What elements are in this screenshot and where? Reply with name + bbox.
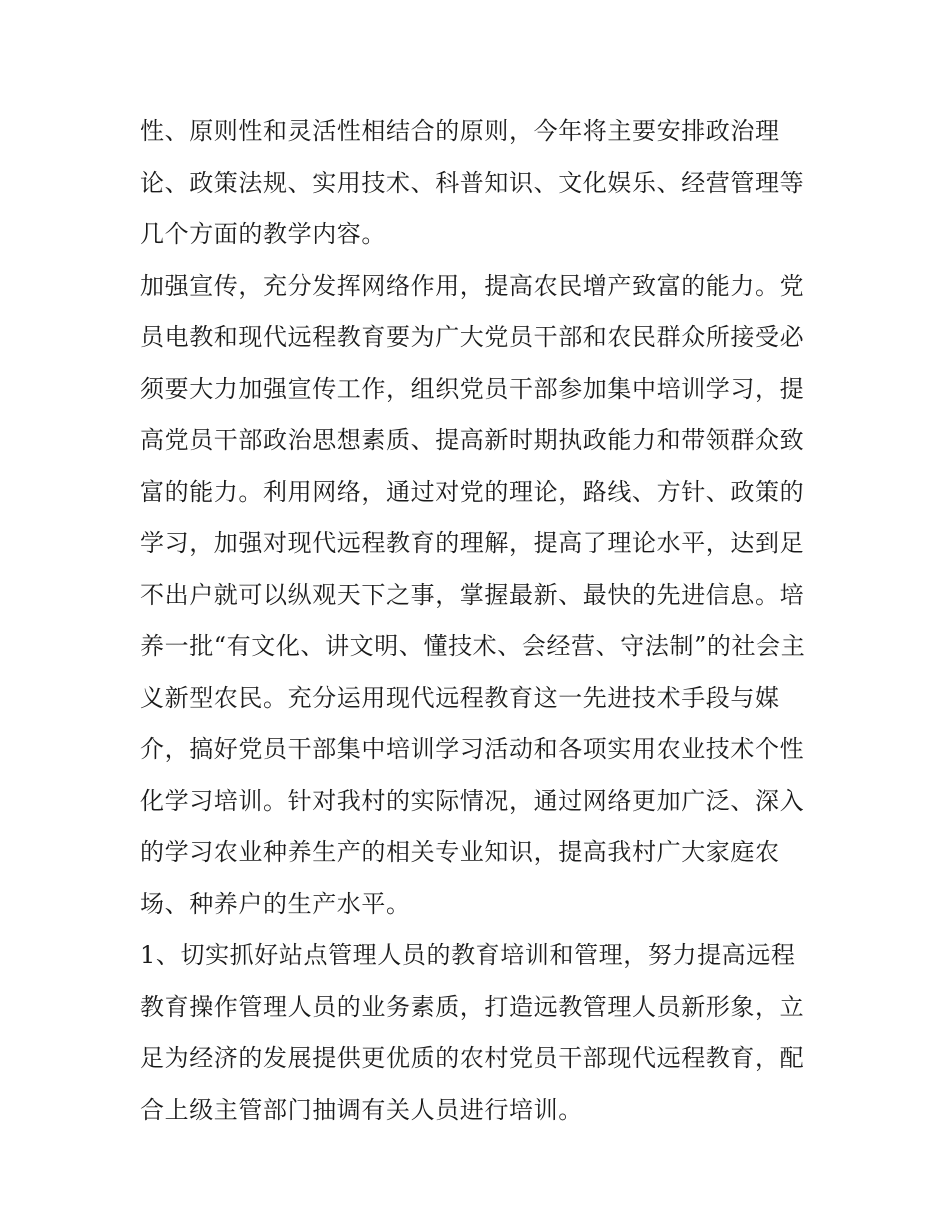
text-line: 论、政策法规、实用技术、科普知识、文化娱乐、经营管理等 — [140, 168, 805, 197]
text-line: 足为经济的发展提供更优质的农村党员干部现代远程教育，配 — [140, 1044, 805, 1072]
text-line: 性、原则性和灵活性相结合的原则，今年将主要安排政治理 — [140, 117, 780, 145]
text-line: 的学习农业种养生产的相关专业知识，提高我村广大家庭农 — [140, 838, 780, 866]
text-line: 化学习培训。针对我村的实际情况，通过网络更加广泛、深入 — [140, 786, 805, 815]
text-line: 富的能力。利用网络，通过对党的理论，路线、方针、政策的 — [140, 477, 805, 506]
text-line: 场、种养户的生产水平。 — [140, 889, 411, 918]
text-line: 义新型农民。充分运用现代远程教育这一先进技术手段与媒 — [140, 683, 780, 712]
text-line: 不出户就可以纵观天下之事，掌握最新、最快的先进信息。培 — [140, 580, 805, 609]
text-line: 加强宣传，充分发挥网络作用，提高农民增产致富的能力。党 — [140, 271, 805, 300]
text-line: 养一批“有文化、讲文明、懂技术、会经营、守法制”的社会主 — [140, 632, 806, 660]
text-line: 1、切实抓好站点管理人员的教育培训和管理，努力提高远程 — [140, 941, 796, 969]
text-line: 合上级主管部门抽调有关人员进行培训。 — [140, 1095, 583, 1124]
text-line: 介，搞好党员干部集中培训学习活动和各项实用农业技术个性 — [140, 735, 805, 763]
body-text — [140, 106, 820, 1136]
text-line: 须要大力加强宣传工作，组织党员干部参加集中培训学习，提 — [140, 374, 805, 403]
text-line: 教育操作管理人员的业务素质，打造远教管理人员新形象，立 — [140, 992, 805, 1021]
text-line: 高党员干部政治思想素质、提高新时期执政能力和带领群众致 — [140, 426, 805, 454]
text-line: 员电教和现代远程教育要为广大党员干部和农民群众所接受必 — [140, 323, 805, 351]
text-line: 学习，加强对现代远程教育的理解，提高了理论水平，达到足 — [140, 529, 805, 557]
text-line: 几个方面的教学内容。 — [140, 220, 386, 248]
